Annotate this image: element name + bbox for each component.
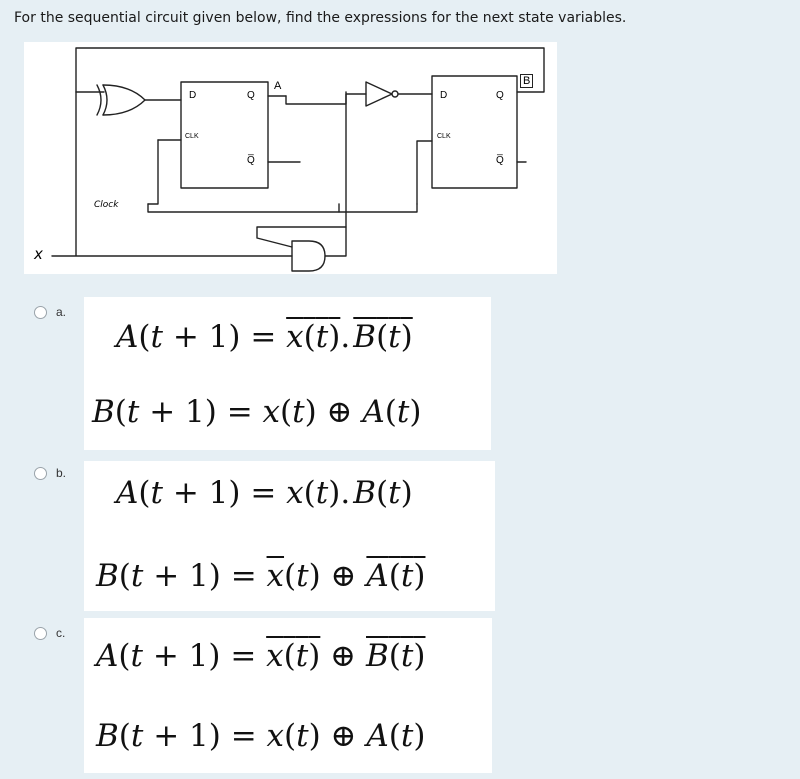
option-c-eq-b: B(t + 1) = x(t) ⊕ A(t) [96, 718, 426, 754]
ff1-qbar-label: Q̅ [247, 155, 255, 166]
clock-wire [148, 204, 417, 212]
option-b-equations [84, 461, 495, 611]
option-a-radio[interactable] [34, 306, 47, 319]
option-c-row[interactable] [34, 626, 65, 640]
option-b-row[interactable] [34, 466, 66, 480]
option-b-eq-a: A(t + 1) = x(t). B(t) [116, 475, 413, 511]
option-c-radio[interactable] [34, 627, 47, 640]
ff1-q-label: Q [247, 90, 255, 101]
ff1-d-label: D [189, 90, 197, 101]
input-x-label: x [34, 245, 43, 263]
x-input-wire [52, 92, 292, 256]
and-gate [292, 241, 325, 271]
ff2-clk-label: CLK [437, 133, 451, 140]
ff2-qbar-label: Q̅ [496, 155, 504, 166]
circuit-diagram [24, 42, 557, 274]
ff2-d-label: D [440, 90, 448, 101]
option-a-letter: a. [56, 305, 67, 319]
xor-gate [97, 85, 145, 115]
option-b-radio[interactable] [34, 467, 47, 480]
question-text: For the sequential circuit given below, find the expressions for the next state variables. [14, 10, 627, 26]
not-gate [366, 82, 392, 106]
ff2-q-label: Q [496, 90, 504, 101]
option-c-eq-a: A(t + 1) = x(t) ⊕ B(t) [96, 638, 426, 674]
option-c-letter: c. [56, 626, 66, 640]
ff1-output-label: A [274, 80, 282, 92]
feedback-wire [76, 48, 544, 92]
option-a-equations [84, 297, 491, 450]
ff1-clk-label: CLK [185, 133, 199, 140]
clock-label: Clock [94, 200, 119, 210]
option-a-eq-b: B(t + 1) = x(t) ⊕ A(t) [92, 394, 422, 430]
option-c-equations [84, 618, 492, 773]
option-b-letter: b. [56, 466, 67, 480]
option-a-eq-a: A(t + 1) = x(t). B(t) [116, 319, 413, 355]
option-b-eq-b: $B(t + 1) = \overline{x}(t)$ ⊕ A(t) [96, 558, 426, 594]
option-a-row[interactable] [34, 305, 66, 319]
ff2-output-label: B [520, 74, 533, 88]
